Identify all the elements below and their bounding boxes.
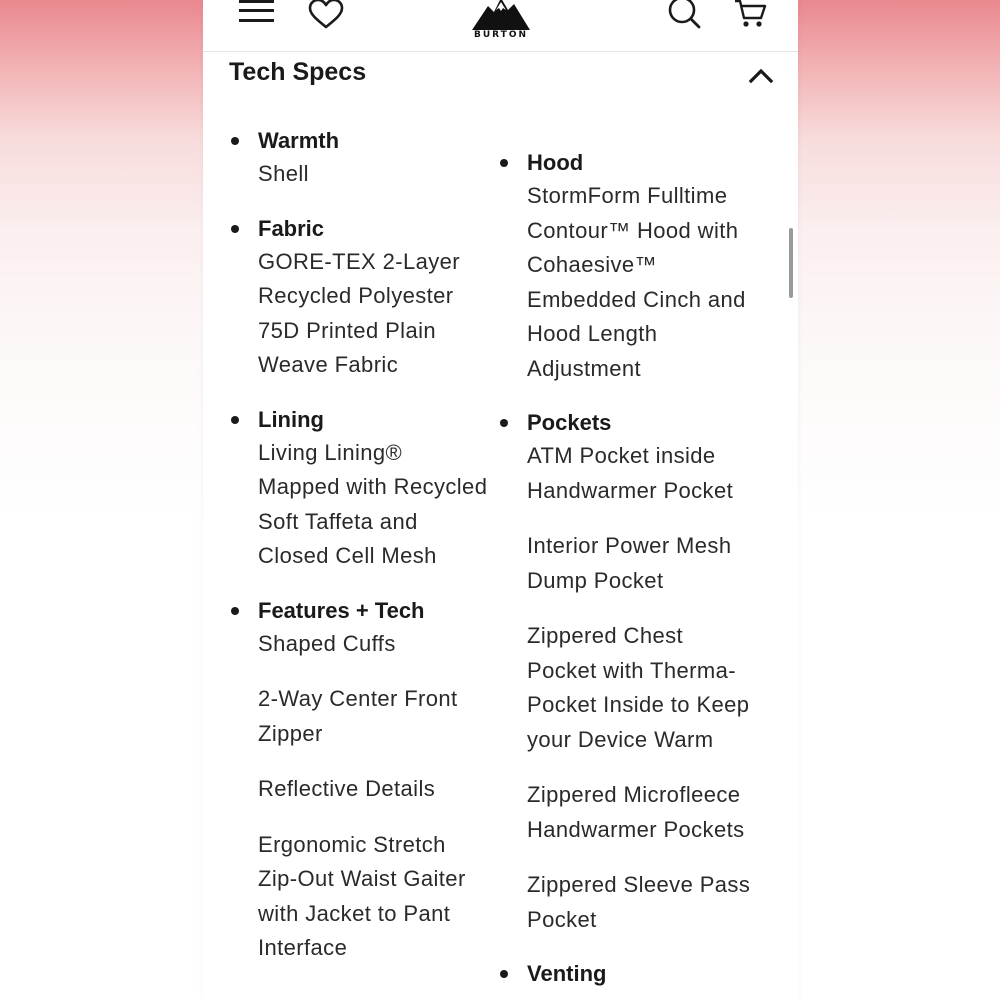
bullet-icon <box>231 225 239 233</box>
brand-wordmark: BURTON <box>473 30 529 40</box>
spec-value: GORE-TEX 2-Layer Recycled Polyester 75D Printed Plain Weave Fabric <box>258 248 461 377</box>
cart-icon[interactable] <box>733 0 769 30</box>
spec-value: 2-Way Center Front Zipper <box>258 686 458 746</box>
mountain-logo-icon <box>468 0 534 30</box>
section-title: Tech Specs <box>229 58 367 86</box>
hamburger-menu-icon[interactable] <box>239 0 275 24</box>
scrollbar[interactable] <box>789 228 793 298</box>
burton-logo[interactable] <box>468 0 534 48</box>
specs-right-column <box>498 147 768 990</box>
spec-value: StormForm Fulltime Contour™ Hood with Cohaesive™ Embedded Cinch and Hood Length Adjustment <box>527 183 746 381</box>
spec-label: Features + Tech <box>258 597 425 623</box>
bullet-icon <box>500 419 508 427</box>
spec-value: Zippered Chest Pocket with Therma- Pocket Inside to Keep your Device Warm <box>527 623 750 752</box>
spec-value: Shell <box>258 161 309 186</box>
spec-features-tech <box>229 595 489 966</box>
search-icon[interactable] <box>667 0 703 30</box>
spec-venting <box>498 958 768 990</box>
specs-left-column <box>229 125 489 966</box>
heart-icon[interactable] <box>308 0 344 30</box>
spec-label: Hood <box>527 150 584 175</box>
spec-hood <box>498 147 768 386</box>
spec-value: Zippered Sleeve Pass Pocket <box>527 872 751 932</box>
spec-label: Warmth <box>258 128 340 153</box>
spec-value: Zippered Microfleece Handwarmer Pockets <box>527 782 745 842</box>
spec-label: Venting <box>527 961 607 986</box>
spec-pockets <box>498 407 768 937</box>
spec-value: Reflective Details <box>258 776 436 801</box>
spec-fabric <box>229 213 489 383</box>
spec-lining <box>229 404 489 574</box>
tech-specs-header[interactable] <box>229 58 774 92</box>
chevron-up-icon[interactable] <box>748 66 774 84</box>
spec-label: Pockets <box>527 410 612 435</box>
bullet-icon <box>231 607 239 615</box>
top-nav-bar <box>203 0 798 52</box>
spec-value: Interior Power Mesh Dump Pocket <box>527 533 732 593</box>
spec-label: Fabric <box>258 215 325 241</box>
spec-value: ATM Pocket inside Handwarmer Pocket <box>527 443 734 503</box>
spec-label: Lining <box>258 406 324 432</box>
bullet-icon <box>231 137 239 145</box>
spec-value: Living Lining® Mapped with Recycled Soft Taffeta and Closed Cell Mesh <box>258 439 488 568</box>
bullet-icon <box>231 416 239 424</box>
bullet-icon <box>500 159 508 167</box>
spec-warmth <box>229 125 489 192</box>
spec-value: Shaped Cuffs <box>258 630 396 656</box>
spec-value: Ergonomic Stretch Zip-Out Waist Gaiter with Jacket to Pant Interface <box>258 831 466 960</box>
product-page <box>203 0 798 1000</box>
bullet-icon <box>500 970 508 978</box>
